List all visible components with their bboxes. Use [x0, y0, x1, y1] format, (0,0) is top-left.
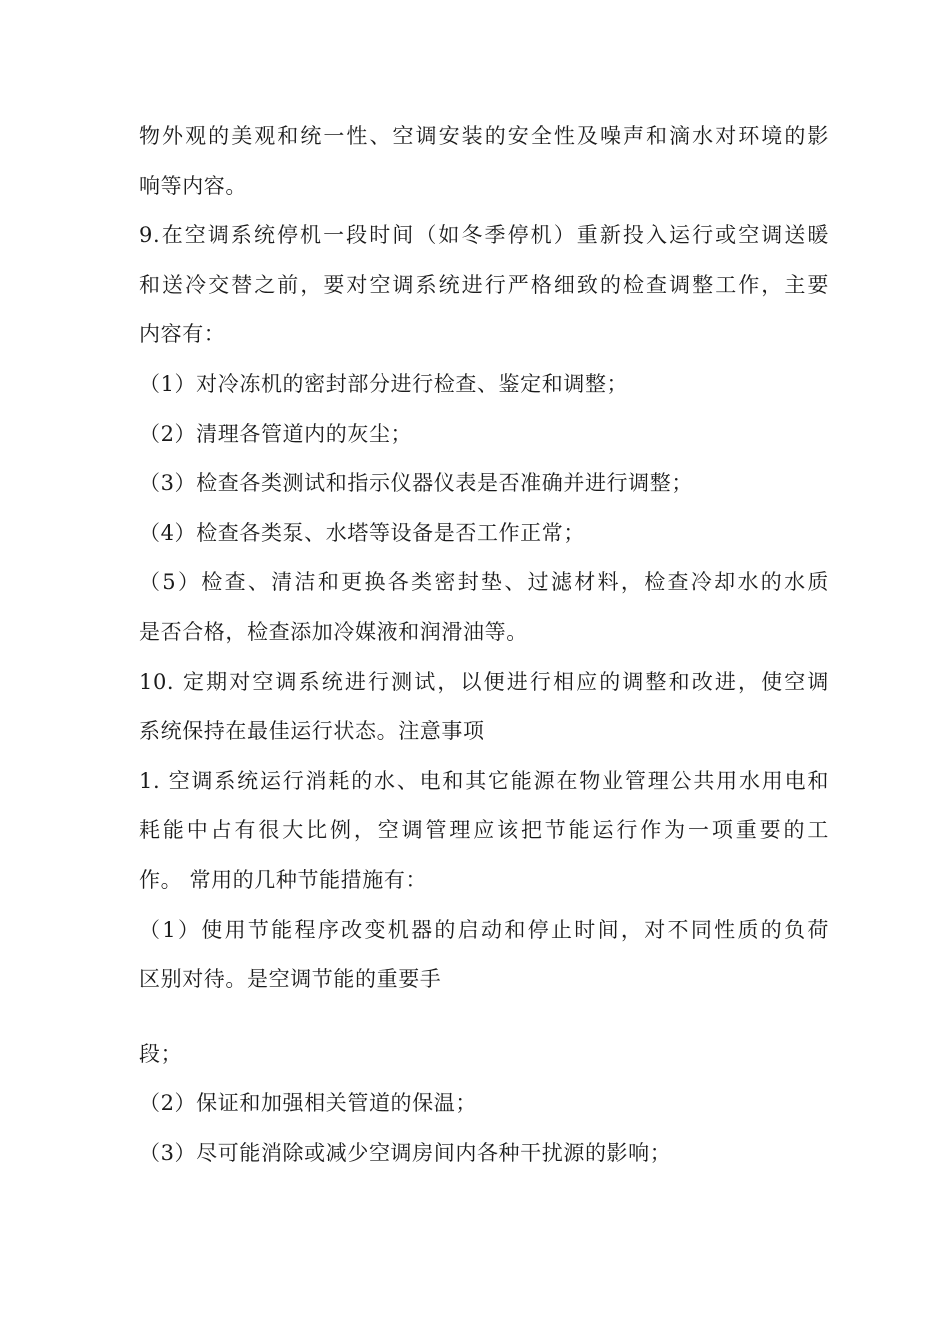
text-line: 和送冷交替之前，要对空调系统进行严格细致的检查调整工作，主要	[139, 272, 829, 297]
text-line: 段；	[139, 1041, 183, 1066]
text-line: 10. 定期对空调系统进行测试，以便进行相应的调整和改进，使空调	[139, 669, 829, 694]
text-line: （4）检查各类泵、水塔等设备是否工作正常；	[139, 520, 585, 545]
text-line: （2）清理各管道内的灰尘；	[139, 421, 413, 446]
text-line: （1）对冷冻机的密封部分进行检查、鉴定和调整；	[139, 371, 629, 396]
text-line: 响等内容。	[139, 173, 247, 198]
text-line: （2）保证和加强相关管道的保温；	[139, 1091, 477, 1116]
text-line: 1. 空调系统运行消耗的水、电和其它能源在物业管理公共用水用电和	[139, 768, 829, 793]
text-line: （3）检查各类测试和指示仪器仪表是否准确并进行调整；	[139, 471, 693, 496]
text-line: 作。 常用的几种节能措施有：	[139, 867, 428, 892]
page-break-gap	[139, 1005, 829, 1030]
document-body	[139, 112, 829, 1178]
text-line: 区别对待。是空调节能的重要手	[139, 967, 442, 992]
text-line: 耗能中占有很大比例，空调管理应该把节能运行作为一项重要的工	[139, 818, 829, 843]
text-line: 物外观的美观和统一性、空调安装的安全性及噪声和滴水对环境的影	[139, 124, 829, 148]
text-line: （1）使用节能程序改变机器的启动和停止时间，对不同性质的负荷	[139, 917, 829, 942]
text-line: 9.在空调系统停机一段时间（如冬季停机）重新投入运行或空调送暖	[139, 223, 829, 248]
text-line: 内容有：	[139, 322, 226, 347]
text-line: （5）检查、清洁和更换各类密封垫、过滤材料，检查冷却水的水质	[139, 570, 829, 595]
text-line: 是否合格，检查添加冷媒液和润滑油等。	[139, 619, 528, 644]
text-line: （3）尽可能消除或减少空调房间内各种干扰源的影响；	[139, 1140, 672, 1165]
text-line: 系统保持在最佳运行状态。注意事项	[139, 719, 485, 744]
